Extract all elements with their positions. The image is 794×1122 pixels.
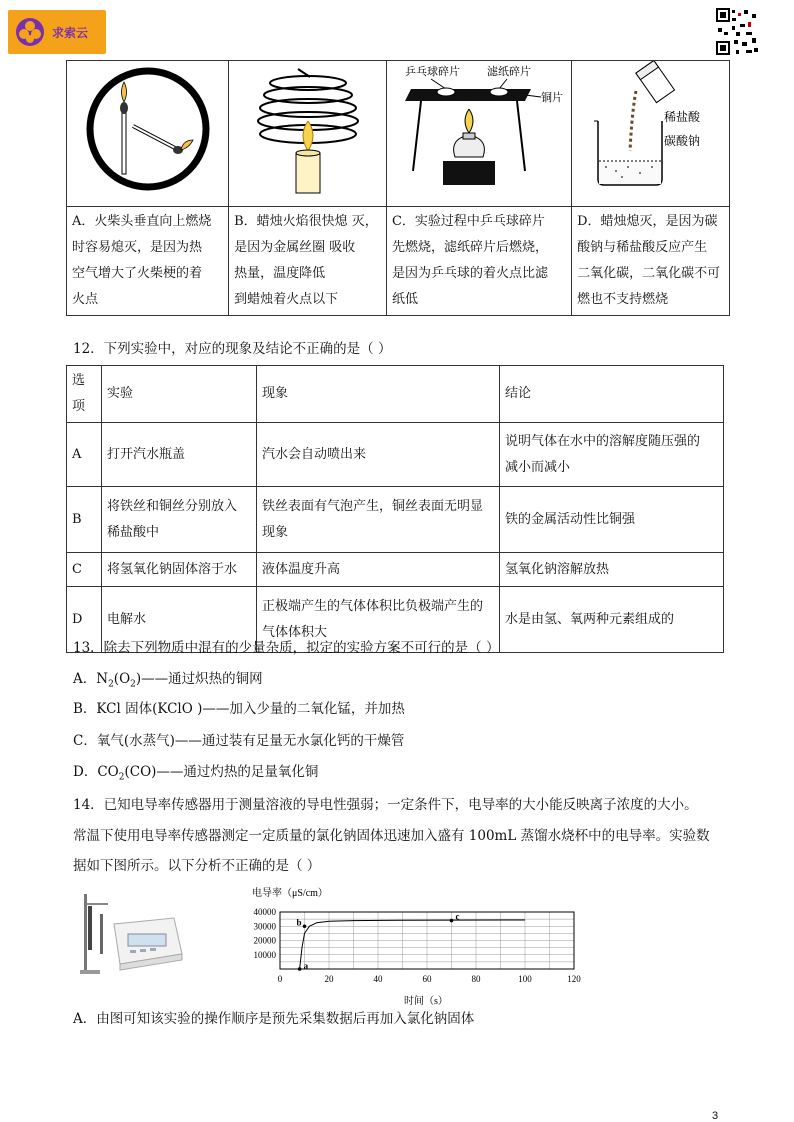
q13-option-c: C．氧气(水蒸气)——通过装有足量无水氯化钙的干燥管 <box>73 733 405 749</box>
q13-option-b: B．KCl 固体(KClO )——加入少量的二氧化锰，并加热 <box>73 701 405 717</box>
text-line: 纸低 <box>391 292 418 307</box>
text-line: 气体体积大 <box>262 624 328 640</box>
row-d-option: D <box>67 587 102 653</box>
beaker-acid-illustration <box>572 61 730 207</box>
text-line: 稀盐酸中 <box>107 524 160 540</box>
q13-option-a <box>73 669 263 695</box>
match-illustration <box>67 61 229 207</box>
text-line: A．火柴头垂直向上燃烧 <box>72 214 212 229</box>
text-line: 酸钠与稀盐酸反应产生 <box>577 240 708 255</box>
text-part: D．CO <box>73 764 119 780</box>
text-line: 是因为金属丝圈 吸收 <box>234 240 356 255</box>
text-line: 先燃烧，滤纸碎片后燃烧， <box>391 240 548 255</box>
text-line: 铁丝表面有气泡产生，铜丝表面无明显 <box>262 498 484 514</box>
text-line: 正极端产生的气体体积比负极端产生的 <box>262 598 484 614</box>
subscript: 2 <box>118 772 125 783</box>
q12-table <box>66 365 724 653</box>
logo-text: 求索云 <box>52 26 89 40</box>
text-line: 二氧化碳，二氧化碳不可 <box>577 266 721 281</box>
option-b-text <box>229 207 387 316</box>
text-part: A．N <box>73 671 109 687</box>
data-point-label-c: c <box>455 911 460 922</box>
y-tick-label: 10000 <box>253 949 276 960</box>
row-b-option: B <box>67 487 102 553</box>
row-b-experiment <box>102 487 257 553</box>
x-tick-label: 120 <box>567 974 581 984</box>
subscript: 2 <box>108 679 114 690</box>
q14-line-2: 常温下使用电导率传感器测定一定质量的氯化钠固体迅速加入盛有 100mL 蒸馏水烧杯中的电导率。实验数 <box>73 828 710 844</box>
chart-xlabel: 时间（s） <box>404 996 448 1006</box>
soda-label: 碳酸钠 <box>663 134 700 148</box>
text-part: (O <box>113 671 131 687</box>
x-tick-label: 60 <box>422 974 432 984</box>
candle-coil-illustration <box>229 61 387 207</box>
row-b-phenomenon <box>257 487 500 553</box>
text-part: )——通过炽热的铜网 <box>135 671 263 687</box>
y-tick-label: 30000 <box>253 921 276 932</box>
combustion-table <box>66 60 730 316</box>
subscript: 2 <box>130 679 136 690</box>
data-point-label-b: b <box>296 917 302 928</box>
qr-code-icon <box>716 8 760 56</box>
copper-label: 铜片 <box>541 91 564 104</box>
header-conclusion: 结论 <box>500 366 724 423</box>
filter-label: 滤纸碎片 <box>487 65 532 78</box>
data-point-a <box>298 967 302 971</box>
acid-label: 稀盐酸 <box>663 110 700 124</box>
row-d-conclusion: 水是由氢、氧两种元素组成的 <box>500 587 724 653</box>
row-b-conclusion: 铁的金属活动性比铜强 <box>500 487 724 553</box>
text-line: 火点 <box>72 292 99 307</box>
text-line: C．实验过程中乒乓球碎片 <box>391 214 545 229</box>
row-d-experiment: 电解水 <box>102 587 257 653</box>
text-line: 到蜡烛着火点以下 <box>234 292 339 307</box>
row-c-option: C <box>67 553 102 587</box>
text-line: B．蜡烛火焰很快熄 灭， <box>234 214 378 229</box>
q13-stem: 13．除去下列物质中混有的少量杂质，拟定的实验方案不可行的是（ ） <box>73 640 500 656</box>
q14-option-a: A．由图可知该实验的操作顺序是预先采集数据后再加入氯化钠固体 <box>73 1011 475 1027</box>
x-tick-label: 40 <box>373 974 383 984</box>
q14-line-3: 据如下图所示。以下分析不正确的是（ ） <box>73 858 321 874</box>
text-line: 燃也不支持燃烧 <box>577 292 669 307</box>
data-point-label-a: a <box>303 961 309 971</box>
row-a-conclusion <box>500 423 724 487</box>
text-part: (CO)——通过灼热的足量氧化铜 <box>124 764 319 780</box>
header-phenomenon: 现象 <box>257 366 500 423</box>
data-point-b <box>303 924 307 928</box>
text-line: 减小而减小 <box>505 459 571 475</box>
page-number: 3 <box>712 1110 719 1122</box>
text-line: 是因为乒乓球的着火点比滤 <box>391 266 548 281</box>
row-c-phenomenon: 液体温度升高 <box>257 553 500 587</box>
conductivity-sensor-photo <box>78 884 190 976</box>
row-a-option: A <box>67 423 102 487</box>
text-line: 说明气体在水中的溶解度随压强的 <box>505 433 701 449</box>
pingpong-filter-illustration <box>386 61 571 207</box>
row-a-experiment: 打开汽水瓶盖 <box>102 423 257 487</box>
text-line: 热量，温度降低 <box>234 266 326 281</box>
header-experiment: 实验 <box>102 366 257 423</box>
text-line: D．蜡烛熄灭，是因为碳 <box>577 214 718 229</box>
x-tick-label: 100 <box>518 974 532 984</box>
text-line: 将铁丝和铜丝分别放入 <box>107 498 238 514</box>
conductivity-chart <box>232 884 592 1010</box>
y-tick-label: 20000 <box>253 935 276 946</box>
chart-ylabel: 电导率（μS/cm） <box>252 888 328 899</box>
text-line: 空气增大了火柴梗的着 <box>72 266 203 281</box>
option-d-text <box>572 207 730 316</box>
q12-stem: 12．下列实验中，对应的现象及结论不正确的是（ ） <box>73 341 392 357</box>
q14-line-1: 14．已知电导率传感器用于测量溶液的导电性强弱；一定条件下，电导率的大小能反映离子浓度的大小。 <box>73 797 698 813</box>
y-tick-label: 40000 <box>253 907 276 917</box>
q13-option-d <box>73 762 318 788</box>
row-c-experiment: 将氢氧化钠固体溶于水 <box>102 553 257 587</box>
text-line: 时容易熄灭，是因为热 <box>72 240 203 255</box>
option-a-text <box>67 207 229 316</box>
row-a-phenomenon: 汽水会自动喷出来 <box>257 423 500 487</box>
option-c-text <box>386 207 571 316</box>
header-option: 选项 <box>67 366 102 423</box>
brand-logo <box>8 10 106 54</box>
logo-flower-icon <box>16 18 44 46</box>
data-point-c <box>450 919 454 923</box>
x-tick-label: 80 <box>471 974 481 984</box>
text-line: 现象 <box>262 524 289 540</box>
pingpong-label: 乒乓球碎片 <box>405 65 461 78</box>
x-tick-label: 0 <box>277 974 283 984</box>
row-c-conclusion: 氢氧化钠溶解放热 <box>500 553 724 587</box>
x-tick-label: 20 <box>324 974 334 984</box>
